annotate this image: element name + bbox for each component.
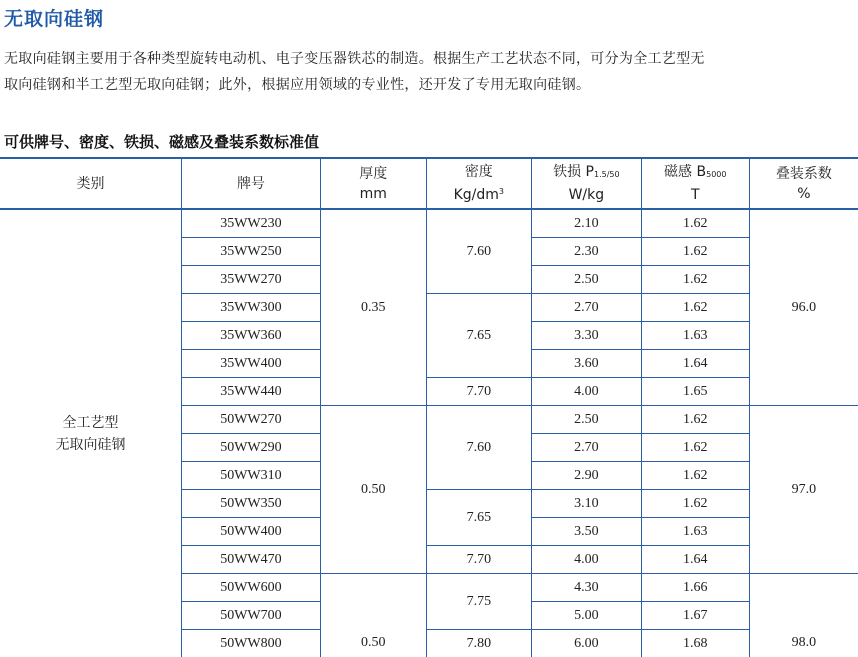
density-cell: 7.60 — [426, 209, 531, 294]
header-thickness: 厚度 mm — [320, 158, 426, 209]
grade-cell: 50WW310 — [182, 462, 321, 490]
header-stacking-factor: 叠装系数 % — [749, 158, 858, 209]
thickness-cell: 0.50 — [320, 406, 426, 574]
induction-cell: 1.63 — [641, 322, 749, 350]
thickness-cell: 0.50 — [320, 574, 426, 657]
grade-cell: 50WW400 — [182, 518, 321, 546]
density-cell: 7.60 — [426, 406, 531, 490]
grade-cell: 50WW800 — [182, 630, 321, 657]
category-cell: 全工艺型 无取向硅钢 — [55, 414, 126, 453]
iron-loss-cell: 2.70 — [531, 434, 641, 462]
induction-cell: 1.62 — [641, 209, 749, 238]
grade-cell: 35WW250 — [182, 238, 321, 266]
page-title: 无取向硅钢 — [4, 8, 105, 30]
table-row — [0, 209, 858, 238]
stacking-cell: 97.0 — [749, 406, 858, 574]
table-header-row — [0, 158, 858, 209]
induction-cell: 1.62 — [641, 238, 749, 266]
iron-loss-cell: 2.70 — [531, 294, 641, 322]
induction-cell: 1.62 — [641, 266, 749, 294]
iron-loss-cell: 4.00 — [531, 378, 641, 406]
iron-loss-cell: 3.30 — [531, 322, 641, 350]
induction-cell: 1.64 — [641, 546, 749, 574]
header-iron-loss: 铁损 $P_{1.5/50}$ W/kg — [531, 158, 641, 209]
density-cell: 7.70 — [426, 378, 531, 406]
intro-line-1: 无取向硅钢主要用于各种类型旋转电动机、电子变压器铁芯的制造。根据生产工艺状态不同，可分为全工艺型无 — [4, 51, 705, 67]
iron-loss-cell: 2.10 — [531, 209, 641, 238]
induction-cell: 1.62 — [641, 294, 749, 322]
induction-cell: 1.62 — [641, 462, 749, 490]
density-cell: 7.70 — [426, 546, 531, 574]
induction-cell: 1.62 — [641, 406, 749, 434]
stacking-cell: 96.0 — [749, 209, 858, 406]
iron-loss-cell: 3.50 — [531, 518, 641, 546]
spec-table — [0, 157, 858, 657]
iron-loss-cell: 2.90 — [531, 462, 641, 490]
iron-loss-cell: 3.10 — [531, 490, 641, 518]
induction-cell: 1.68 — [641, 630, 749, 657]
grade-cell: 35WW440 — [182, 378, 321, 406]
grade-cell: 50WW600 — [182, 574, 321, 602]
density-cell: 7.65 — [426, 490, 531, 546]
table-title: 可供牌号、密度、铁损、磁感及叠装系数标准值 — [4, 133, 320, 151]
grade-cell: 50WW470 — [182, 546, 321, 574]
grade-cell: 35WW400 — [182, 350, 321, 378]
iron-loss-cell: 5.00 — [531, 602, 641, 630]
iron-loss-cell: 2.30 — [531, 238, 641, 266]
induction-cell: 1.62 — [641, 490, 749, 518]
iron-loss-cell: 4.30 — [531, 574, 641, 602]
grade-cell: 35WW230 — [182, 209, 321, 238]
grade-cell: 35WW360 — [182, 322, 321, 350]
grade-cell: 50WW700 — [182, 602, 321, 630]
grade-cell: 50WW350 — [182, 490, 321, 518]
grade-cell: 35WW270 — [182, 266, 321, 294]
header-category: 类别 — [0, 158, 182, 209]
induction-cell: 1.67 — [641, 602, 749, 630]
density-cell: 7.65 — [426, 294, 531, 378]
header-magnetic-induction: 磁感 $B_{5000}$ T — [641, 158, 749, 209]
iron-loss-cell: 6.00 — [531, 630, 641, 657]
iron-loss-cell: 4.00 — [531, 546, 641, 574]
intro-paragraph — [4, 46, 858, 98]
header-density: 密度 $Kg/dm^3$ — [426, 158, 531, 209]
induction-cell: 1.62 — [641, 434, 749, 462]
stacking-cell: 98.0 — [749, 574, 858, 657]
iron-loss-cell: 2.50 — [531, 266, 641, 294]
density-cell: 7.75 — [426, 574, 531, 630]
induction-cell: 1.63 — [641, 518, 749, 546]
grade-cell: 50WW270 — [182, 406, 321, 434]
thickness-cell: 0.35 — [320, 209, 426, 406]
intro-line-2: 取向硅钢和半工艺型无取向硅钢；此外，根据应用领域的专业性，还开发了专用无取向硅钢。 — [4, 77, 591, 93]
induction-cell: 1.65 — [641, 378, 749, 406]
grade-cell: 35WW300 — [182, 294, 321, 322]
grade-cell: 50WW290 — [182, 434, 321, 462]
header-grade: 牌号 — [182, 158, 321, 209]
density-cell: 7.80 — [426, 630, 531, 657]
iron-loss-cell: 3.60 — [531, 350, 641, 378]
induction-cell: 1.66 — [641, 574, 749, 602]
induction-cell: 1.64 — [641, 350, 749, 378]
iron-loss-cell: 2.50 — [531, 406, 641, 434]
